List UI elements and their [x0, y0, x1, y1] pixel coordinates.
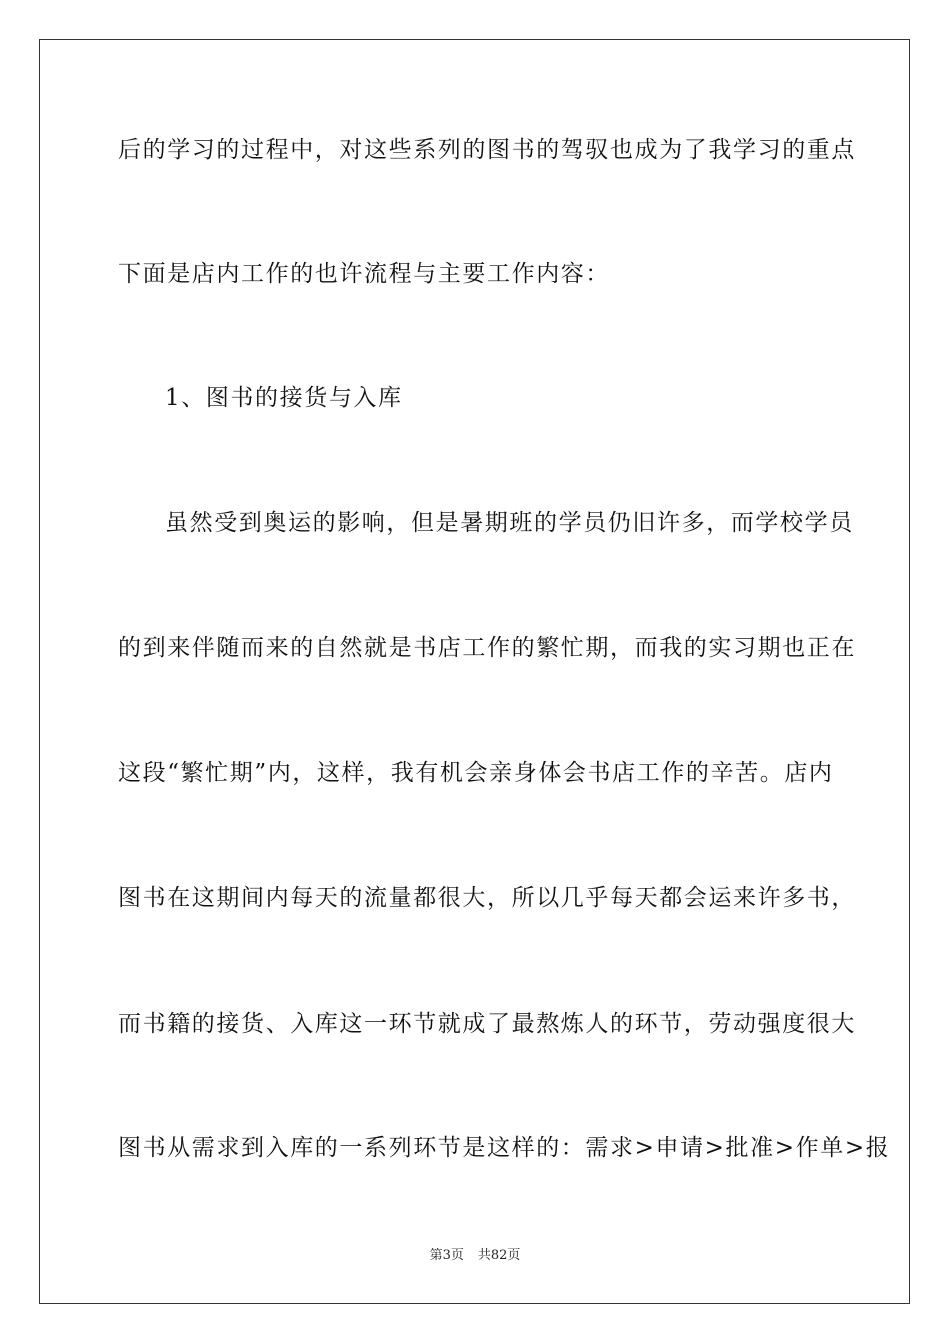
- paragraph-line: 后的学习的过程中，对这些系列的图书的驾驭也成为了我学习的重点: [118, 137, 856, 163]
- page-border: [39, 39, 910, 1304]
- paragraph-line: 下面是店内工作的也许流程与主要工作内容：: [118, 261, 610, 287]
- page-total: 共82页: [477, 1248, 521, 1263]
- paragraph-line: 图书在这期间内每天的流量都很大，所以几乎每天都会运来许多书，: [118, 885, 856, 911]
- paragraph-line: 图书从需求到入库的一系列环节是这样的：需求>申请>批准>作单>报: [118, 1135, 891, 1161]
- paragraph-line: 虽然受到奥运的影响，但是暑期班的学员仍旧许多，而学校学员: [165, 510, 854, 536]
- paragraph-line: 而书籍的接货、入库这一环节就成了最熬炼人的环节，劳动强度很大: [118, 1011, 856, 1037]
- paragraph-line: 这段“繁忙期”内，这样，我有机会亲身体会书店工作的辛苦。店内: [118, 760, 834, 786]
- section-heading: 1、图书的接货与入库: [165, 385, 403, 411]
- page-footer: [0, 1247, 950, 1265]
- paragraph-line: 的到来伴随而来的自然就是书店工作的繁忙期，而我的实习期也正在: [118, 635, 856, 661]
- page-number: 第3页: [429, 1248, 464, 1263]
